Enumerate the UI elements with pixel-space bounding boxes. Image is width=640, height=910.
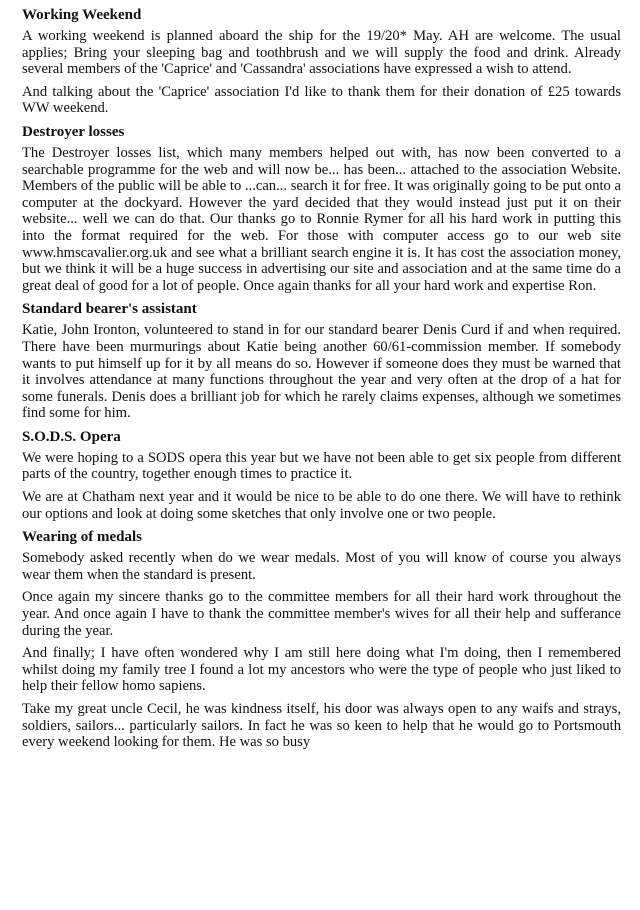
section-heading: Standard bearer's assistant (22, 301, 197, 318)
section-standard-bearers-assistant (22, 300, 621, 422)
document-page (22, 6, 621, 757)
paragraph: Katie, John Ironton, volunteered to stand in for our standard bearer Denis Curd if and when required. There have been murmurings about Katie being another 60/61-commission member. If somebody wants to put himself up for it by all means do so. However if someone does they must be warned that it involves attendance at many functions throughout the year and very often at the drop of a hat for some funerals. Denis does a brilliant job for which he rarely claims expenses, although we sometimes find some for him. (22, 322, 621, 422)
paragraph: A working weekend is planned aboard the ship for the 19/20* May. AH are welcome. The usual applies; Bring your sleeping bag and toothbrush and we will supply the food and drink. Already several members of the 'Caprice' and 'Cassandra' associations have expressed a wish to attend. (22, 28, 621, 78)
paragraph: Once again my sincere thanks go to the committee members for all their hard work throughout the year. And once again I have to thank the committee member's wives for all their help and sufferance during the year. (22, 589, 621, 639)
paragraph: Take my great uncle Cecil, he was kindness itself, his door was always open to any waifs and strays, soldiers, sailors... particularly sailors. In fact he was so keen to help that he would go to Portsmouth every weekend looking for them. He was so busy (22, 701, 621, 751)
paragraph: We are at Chatham next year and it would be nice to be able to do one there. We will have to rethink our options and look at doing some sketches that only involve one or two people. (22, 489, 621, 522)
section-working-weekend (22, 6, 621, 117)
section-heading: Wearing of medals (22, 529, 142, 546)
section-destroyer-losses (22, 123, 621, 294)
paragraph: And finally; I have often wondered why I am still here doing what I'm doing, then I remembered whilst doing my family tree I found a lot my ancestors who were the type of people who just liked to help their fellow homo sapiens. (22, 645, 621, 695)
paragraph: The Destroyer losses list, which many members helped out with, has now been converted to a searchable programme for the web and will now be... has been... attached to the association Website. Members of the public will be able to ...can... search it for free. It was originally going to be put onto a computer at the dockyard. However the yard decided that they would instead just put it on their website... well we can do that. Our thanks go to Ronnie Rymer for all his hard work in putting this into the format required for the web. For those with computer access go to our web site www.hmscavalier.org.uk and see what a brilliant search engine it is. It has cost the association money, but we think it will be a huge success in advertising our site and association and at the same time do a great deal of good for a lot of people. Once again thanks for all your hard work and expertise Ron. (22, 144, 621, 294)
section-sods-opera (22, 428, 621, 522)
paragraph: Somebody asked recently when do we wear medals. Most of you will know of course you always wear them when the standard is present. (22, 550, 621, 583)
section-heading: S.O.D.S. Opera (22, 428, 121, 445)
section-wearing-of-medals (22, 528, 621, 751)
paragraph: We were hoping to a SODS opera this year but we have not been able to get six people from different parts of the country, together enough times to practice it. (22, 449, 621, 483)
section-heading: Destroyer losses (22, 123, 125, 140)
section-heading: Working Weekend (22, 7, 142, 23)
paragraph: And talking about the 'Caprice' association I'd like to thank them for their donation of £25 towards WW weekend. (22, 83, 621, 117)
